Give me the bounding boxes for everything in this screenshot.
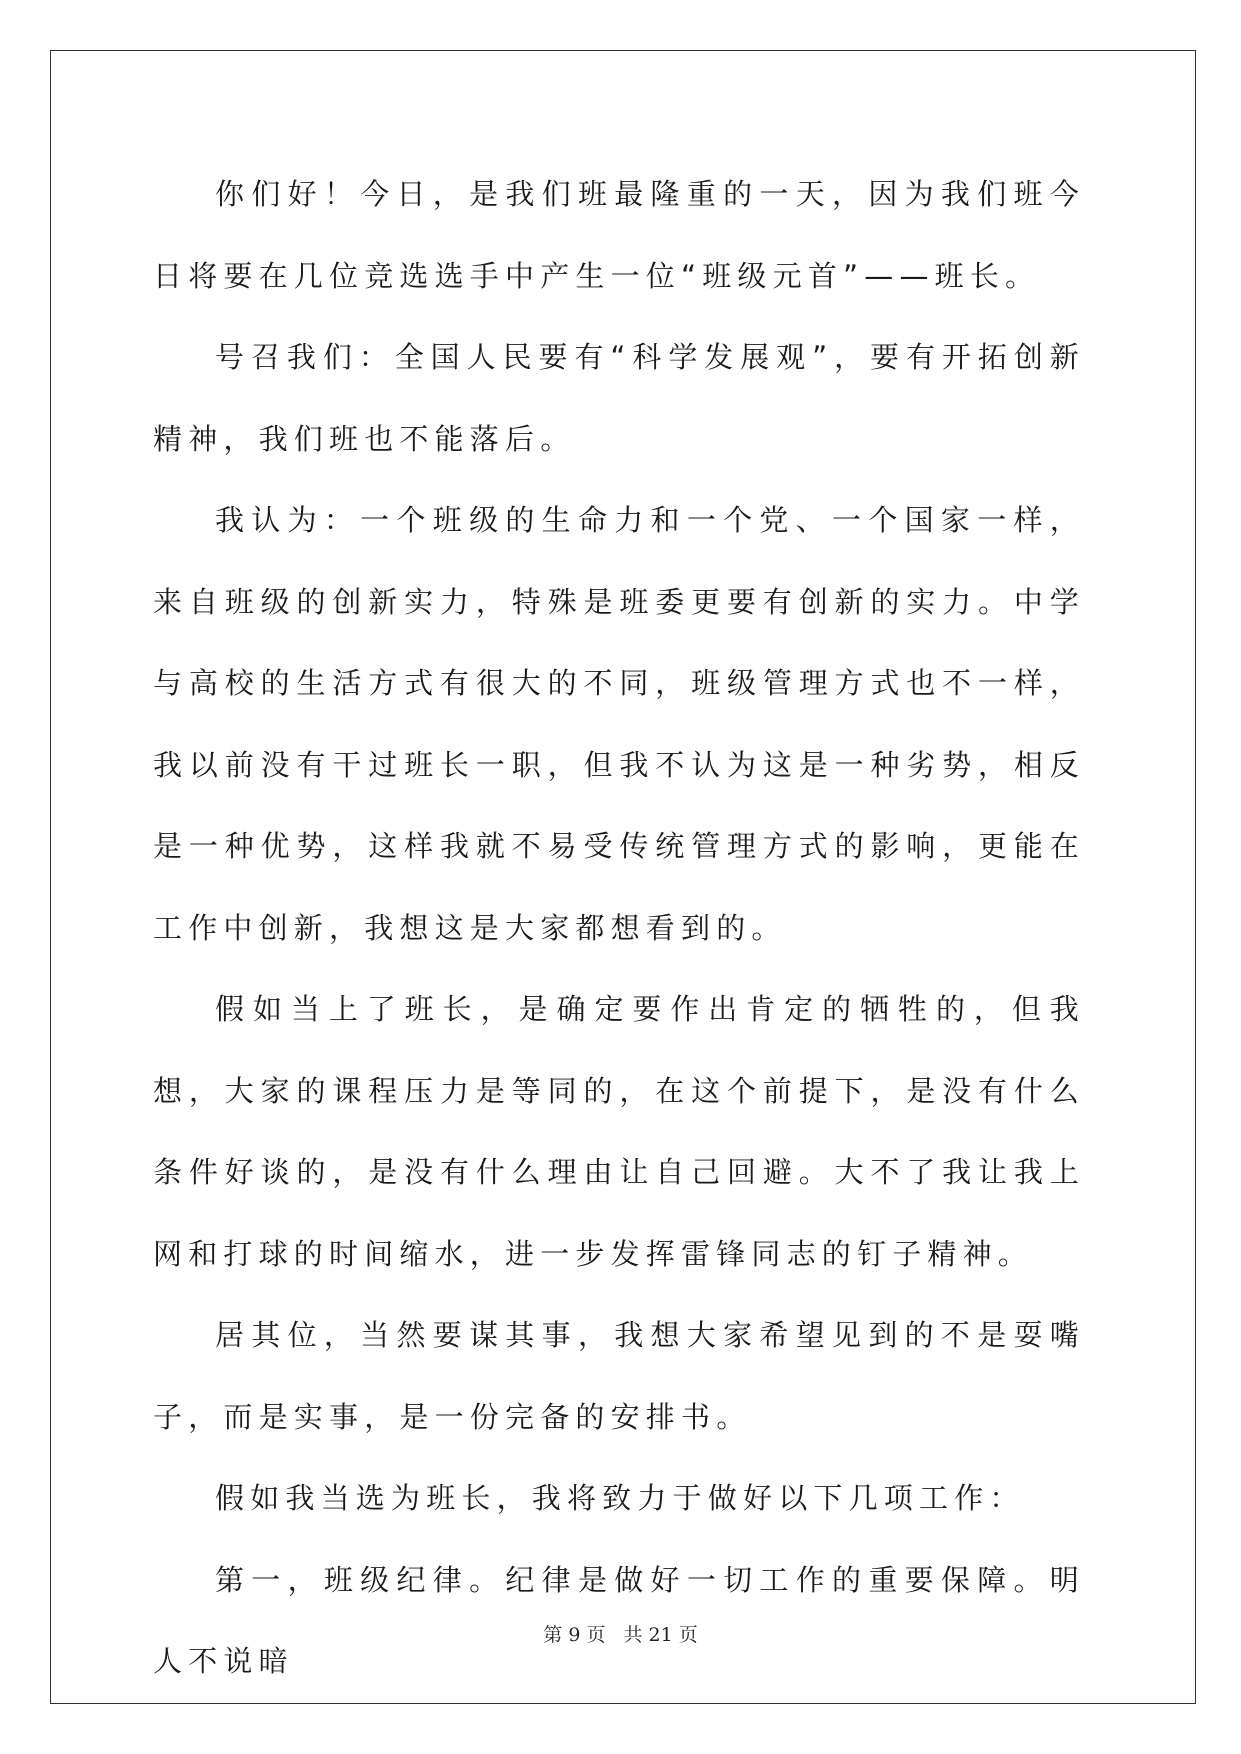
paragraph-5: 居其位，当然要谋其事，我想大家希望见到的不是耍嘴子，而是实事，是一份完备的安排书。: [153, 1318, 1085, 1434]
paragraph-6: 假如我当选为班长，我将致力于做好以下几项工作：: [215, 1481, 1025, 1515]
page-footer: [0, 1620, 1241, 1647]
paragraph-1: 你们好！今日，是我们班最隆重的一天，因为我们班今日将要在几位竞选选手中产生一位“班级元首”——班长。: [153, 177, 1085, 293]
page-total: 共 21 页: [623, 1624, 698, 1646]
page-number: 第 9 页: [543, 1624, 606, 1646]
document-body: [153, 154, 1085, 1703]
paragraph-3: 我认为：一个班级的生命力和一个党、一个国家一样，来自班级的创新实力，特殊是班委更要有创新的实力。中学与高校的生活方式有很大的不同，班级管理方式也不一样，我以前没有干过班长一职，但我不认为这是一种劣势，相反是一种优势，这样我就不易受传统管理方式的影响，更能在工作中创新，我想这是大家都想看到的。: [153, 503, 1085, 945]
paragraph-2: 号召我们：全国人民要有“科学发展观”，要有开拓创新精神，我们班也不能落后。: [153, 340, 1085, 456]
paragraph-7: 第一，班级纪律。纪律是做好一切工作的重要保障。明人不说暗: [153, 1562, 1085, 1678]
paragraph-4: 假如当上了班长，是确定要作出肯定的牺牲的，但我想，大家的课程压力是等同的，在这个前提下，是没有什么条件好谈的，是没有什么理由让自己回避。大不了我让我上网和打球的时间缩水，进一步发挥雷锋同志的钉子精神。: [153, 992, 1085, 1271]
